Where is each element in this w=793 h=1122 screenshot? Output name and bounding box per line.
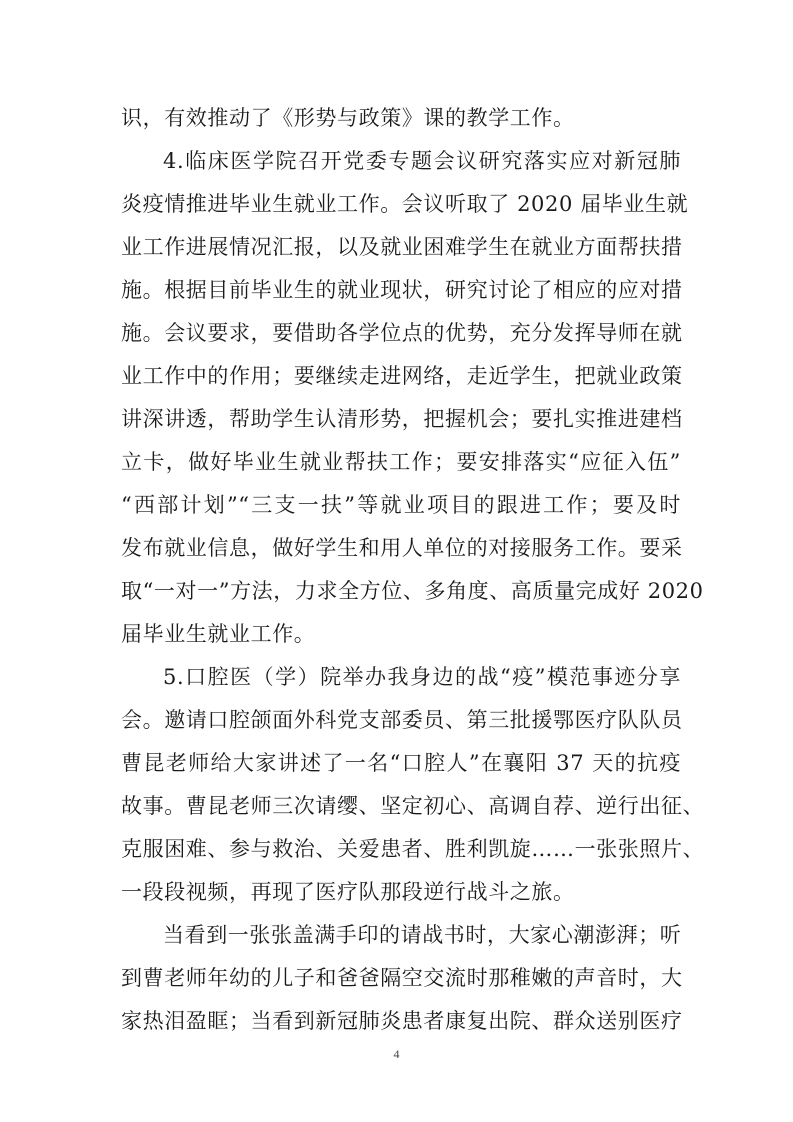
text-line: 到曹老师年幼的儿子和爸爸隔空交流时那稚嫩的声音时，大 [121,966,683,990]
text-line: 业工作进展情况汇报，以及就业困难学生在就业方面帮扶措 [121,235,683,259]
text-line: 取“一对一”方法，力求全方位、多角度、高质量完成好 2020 [121,579,704,603]
text-line: 施。会议要求，要借助各学位点的优势，充分发挥导师在就 [121,321,683,345]
text-line: 讲深讲透，帮助学生认清形势，把握机会；要扎实推进建档 [121,407,683,431]
text-line: 立卡，做好毕业生就业帮扶工作；要安排落实“应征入伍” [121,450,681,474]
text-line: 故事。曹昆老师三次请缨、坚定初心、高调自荐、逆行出征、 [121,794,705,818]
text-line: 业工作中的作用；要继续走进网络，走近学生，把就业政策 [121,364,683,388]
text-line: 届毕业生就业工作。 [121,622,316,646]
text-line: 一段段视频，再现了医疗队那段逆行战斗之旅。 [121,880,575,904]
text-line: 会。邀请口腔颌面外科党支部委员、第三批援鄂医疗队队员 [121,708,683,732]
paragraph-heading-line: 5.口腔医（学）院举办我身边的战“疫”模范事迹分享 [163,665,681,689]
text-line: 炎疫情推进毕业生就业工作。会议听取了 2020 届毕业生就 [121,192,689,216]
text-line: 克服困难、参与救治、关爱患者、胜利凯旋……一张张照片、 [121,837,705,861]
text-line: 发布就业信息，做好学生和用人单位的对接服务工作。要采 [121,536,683,560]
page-number: 4 [393,1047,400,1061]
paragraph-heading-line: 4.临床医学院召开党委专题会议研究落实应对新冠肺 [163,149,681,173]
paragraph-first-line: 当看到一张张盖满手印的请战书时，大家心潮澎湃；听 [163,923,682,947]
text-line: 曹昆老师给大家讲述了一名“口腔人”在襄阳 37 天的抗疫 [121,751,681,775]
text-line: 识，有效推动了《形势与政策》课的教学工作。 [121,106,575,130]
text-line: “西部计划”“三支一扶”等就业项目的跟进工作；要及时 [121,493,681,517]
text-line: 家热泪盈眶；当看到新冠肺炎患者康复出院、群众送别医疗 [121,1009,683,1033]
text-line: 施。根据目前毕业生的就业现状，研究讨论了相应的应对措 [121,278,683,302]
